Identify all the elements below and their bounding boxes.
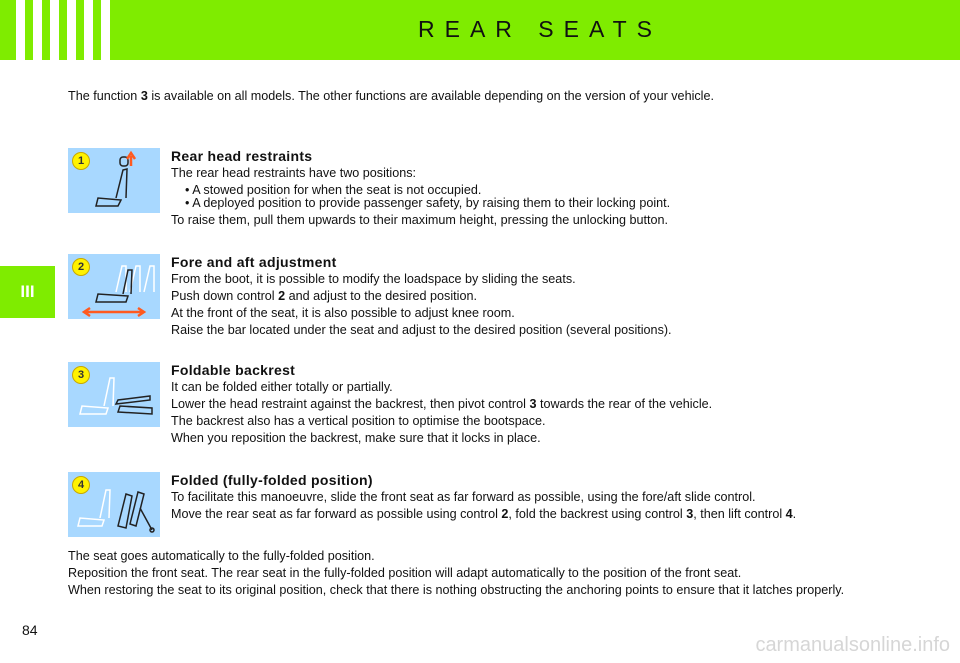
paragraph: Move the rear seat as far forward as possible using control 2, fold the backrest using control 3, then lift control 4. (171, 507, 797, 521)
paragraph: To facilitate this manoeuvre, slide the front seat as far forward as possible, using the fore/aft slide control. (171, 490, 756, 504)
function-number-badge: 2 (72, 258, 90, 276)
chapter-tab: III (0, 266, 55, 318)
paragraph: The backrest also has a vertical position to optimise the bootspace. (171, 414, 546, 428)
page-title: REAR SEATS (418, 16, 662, 42)
header-stripe (33, 0, 42, 60)
section-heading: Folded (fully-folded position) (171, 472, 373, 488)
bullet-item: • A deployed position to provide passenger safety, by raising them to their locking point. (185, 196, 671, 210)
section-content (171, 148, 890, 231)
head-restraint-illustration (68, 148, 160, 213)
foldable-backrest-illustration (68, 362, 160, 427)
watermark: carmanualsonline.info (755, 634, 950, 656)
page-number: 84 (22, 622, 38, 638)
intro-text: The function 3 is available on all models. The other functions are available depending on the version of your vehicle. (68, 89, 714, 103)
paragraph: From the boot, it is possible to modify the loadspace by sliding the seats. (171, 272, 576, 286)
header-stripe (67, 0, 76, 60)
section-heading: Fore and aft adjustment (171, 254, 337, 270)
paragraph: It can be folded either totally or partially. (171, 380, 393, 394)
paragraph: Push down control 2 and adjust to the desired position. (171, 289, 477, 303)
paragraph: At the front of the seat, it is also possible to adjust knee room. (171, 306, 515, 320)
section-content (171, 254, 890, 341)
section-heading: Foldable backrest (171, 362, 296, 378)
paragraph: The rear head restraints have two positions: (171, 166, 417, 180)
paragraph: Raise the bar located under the seat and adjust to the desired position (several positions). (171, 323, 672, 337)
section-content (171, 362, 890, 449)
closing-text (68, 550, 890, 601)
header-stripe (84, 0, 93, 60)
paragraph: To raise them, pull them upwards to their maximum height, pressing the unlocking button. (171, 213, 669, 227)
section-heading: Rear head restraints (171, 148, 313, 164)
paragraph: When restoring the seat to its original position, check that there is nothing obstructing the anchoring points to ensure that it latches properly. (68, 583, 845, 597)
paragraph: The seat goes automatically to the fully-folded position. (68, 549, 375, 563)
paragraph: Reposition the front seat. The rear seat in the fully-folded position will adapt automatically to the position of the front seat. (68, 566, 742, 580)
section-content (171, 472, 890, 525)
bullet-item: • A stowed position for when the seat is not occupied. (185, 183, 482, 197)
paragraph: When you reposition the backrest, make sure that it locks in place. (171, 431, 541, 445)
fully-folded-illustration (68, 472, 160, 537)
function-number-badge: 4 (72, 476, 90, 494)
header-stripe (16, 0, 25, 60)
header-stripe (101, 0, 110, 60)
fore-aft-illustration (68, 254, 160, 319)
header-stripe (50, 0, 59, 60)
paragraph: Lower the head restraint against the backrest, then pivot control 3 towards the rear of the vehicle. (171, 397, 713, 411)
function-number-badge: 1 (72, 152, 90, 170)
header-bar (0, 0, 960, 60)
function-number-badge: 3 (72, 366, 90, 384)
